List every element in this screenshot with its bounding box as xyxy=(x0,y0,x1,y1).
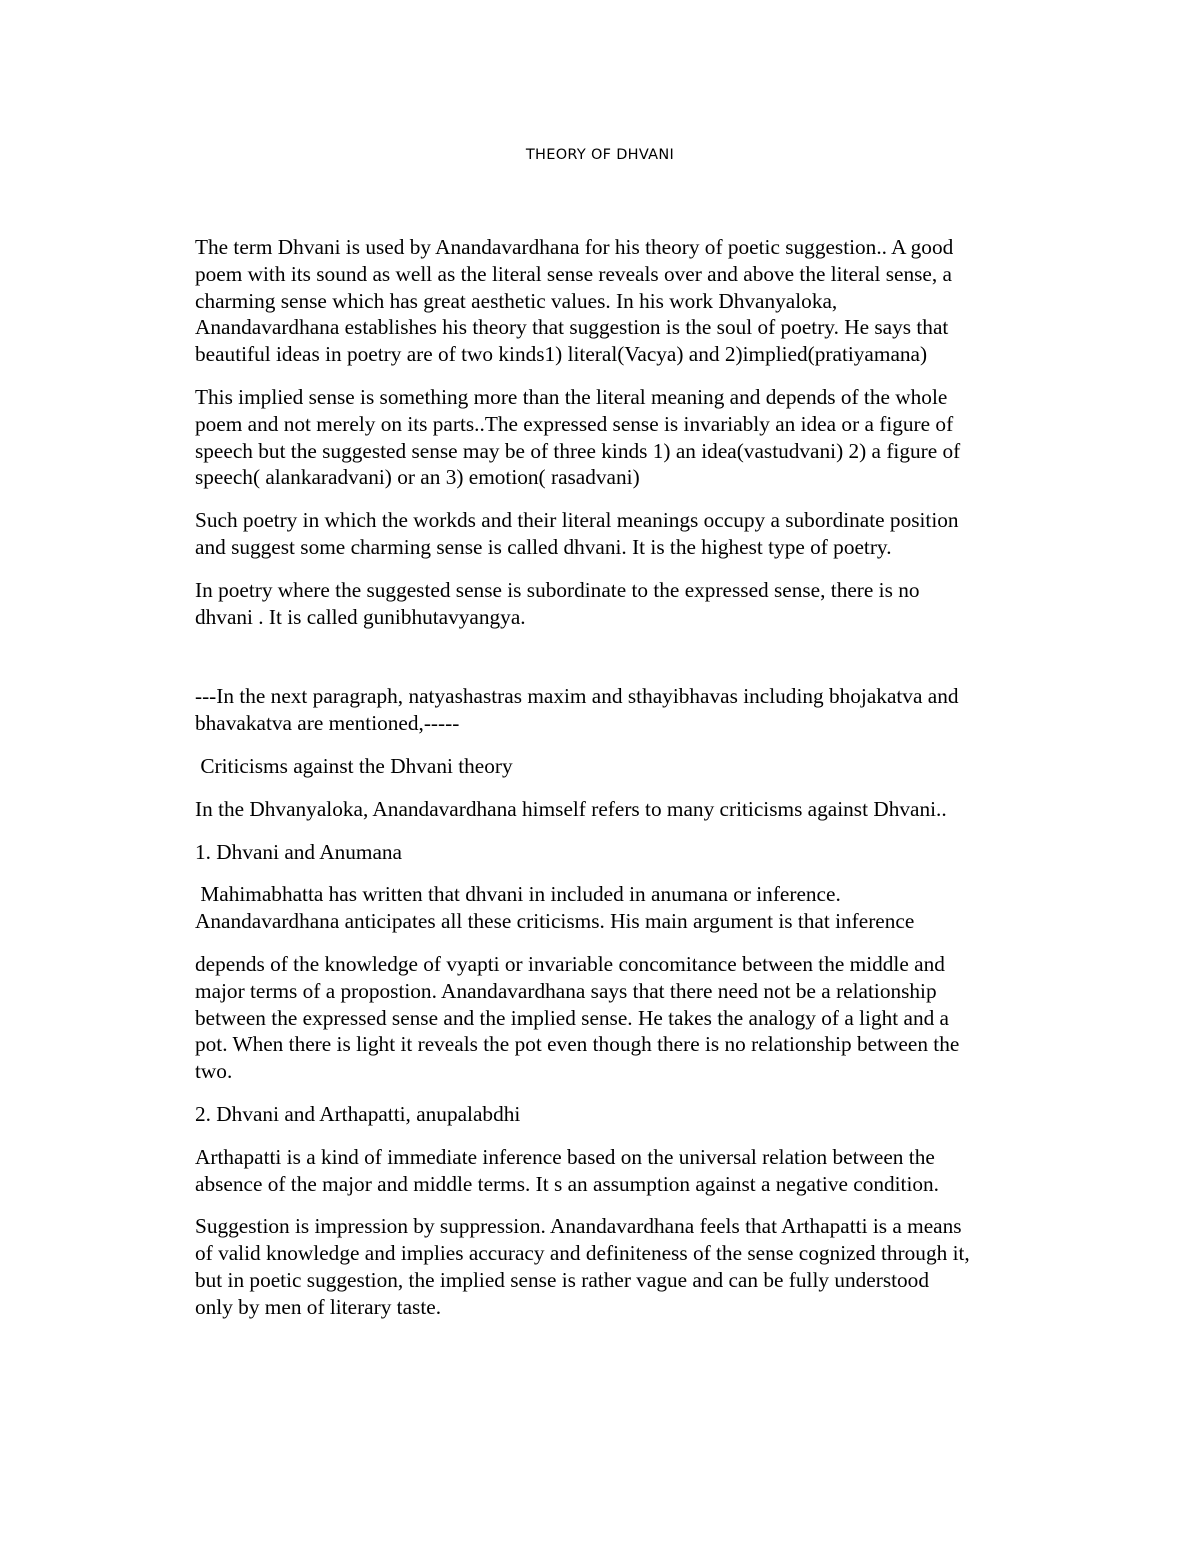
text-line: dhvani . It is called gunibhutavyangya. xyxy=(195,604,526,629)
paragraph-gunibhuta xyxy=(195,577,1055,631)
text-line: speech but the suggested sense may be of three kinds 1) an idea(vastudvani) 2) a figure of xyxy=(195,438,961,463)
text-line: between the expressed sense and the implied sense. He takes the analogy of a light and a xyxy=(195,1005,950,1030)
document-title: THEORY OF DHVANI xyxy=(525,147,675,163)
paragraph-intro xyxy=(195,234,1055,368)
text-line: only by men of literary taste. xyxy=(195,1294,442,1319)
text-line: Suggestion is impression by suppression. Anandavardhana feels that Arthapatti is a means xyxy=(195,1214,962,1239)
text-line: poem with its sound as well as the literal sense reveals over and above the literal sense, a xyxy=(195,261,952,286)
text-line: charming sense which has great aesthetic values. In his work Dhvanyaloka, xyxy=(195,288,838,313)
document-body xyxy=(195,234,1055,1337)
paragraph-vyapti xyxy=(195,951,1055,1085)
text-line: 2. Dhvani and Arthapatti, anupalabdhi xyxy=(195,1101,521,1126)
subheading-arthapatti xyxy=(195,1101,1055,1128)
text-line: of valid knowledge and implies accuracy and definiteness of the sense cognized through it, xyxy=(195,1241,970,1266)
paragraph-mahimabhatta xyxy=(195,881,1055,935)
text-line: two. xyxy=(195,1059,233,1084)
paragraph-criticisms-intro xyxy=(195,796,1055,823)
text-line: major terms of a propostion. Anandavardhana says that there need not be a relationship xyxy=(195,978,937,1003)
text-line: Arthapatti is a kind of immediate inference based on the universal relation between the xyxy=(195,1144,935,1169)
text-line: In poetry where the suggested sense is subordinate to the expressed sense, there is no xyxy=(195,577,920,602)
paragraph-arthapatti-definition xyxy=(195,1144,1055,1198)
text-line: speech( alankaradvani) or an 3) emotion( rasadvani) xyxy=(195,465,640,490)
text-line: This implied sense is something more than the literal meaning and depends of the whole xyxy=(195,384,948,409)
paragraph-dhvani-definition xyxy=(195,507,1055,561)
text-line: depends of the knowledge of vyapti or invariable concomitance between the middle and xyxy=(195,951,945,976)
text-line: absence of the major and middle terms. It s an assumption against a negative condition. xyxy=(195,1171,940,1196)
text-line: ---In the next paragraph, natyashastras maxim and sthayibhavas including bhojakatva and xyxy=(195,684,959,709)
text-line: pot. When there is light it reveals the pot even though there is no relationship between the xyxy=(195,1032,960,1057)
text-line: The term Dhvani is used by Anandavardhana for his theory of poetic suggestion.. A good xyxy=(195,235,954,259)
text-line: Anandavardhana anticipates all these criticisms. His main argument is that inference xyxy=(195,909,915,934)
text-line: bhavakatva are mentioned,----- xyxy=(195,711,460,736)
paragraph-next-note xyxy=(195,683,1055,737)
text-line: poem and not merely on its parts..The expressed sense is invariably an idea or a figure of xyxy=(195,411,954,436)
paragraph-implied-sense xyxy=(195,384,1055,491)
text-line: beautiful ideas in poetry are of two kinds1) literal(Vacya) and 2)implied(pratiyamana) xyxy=(195,342,928,367)
text-line: Mahimabhatta has written that dhvani in included in anumana or inference. xyxy=(195,882,841,907)
text-line: Such poetry in which the workds and their literal meanings occupy a subordinate position xyxy=(195,508,959,533)
text-line: but in poetic suggestion, the implied sense is rather vague and can be fully understood xyxy=(195,1267,929,1292)
text-line: 1. Dhvani and Anumana xyxy=(195,839,403,864)
subheading-anumana xyxy=(195,839,1055,866)
text-line: and suggest some charming sense is called dhvani. It is the highest type of poetry. xyxy=(195,534,892,559)
text-line: In the Dhvanyaloka, Anandavardhana himself refers to many criticisms against Dhvani.. xyxy=(195,796,947,821)
paragraph-suggestion xyxy=(195,1213,1055,1320)
text-line: Criticisms against the Dhvani theory xyxy=(195,753,513,778)
text-line: Anandavardhana establishes his theory that suggestion is the soul of poetry. He says that xyxy=(195,315,949,340)
section-heading-criticisms xyxy=(195,753,1055,780)
